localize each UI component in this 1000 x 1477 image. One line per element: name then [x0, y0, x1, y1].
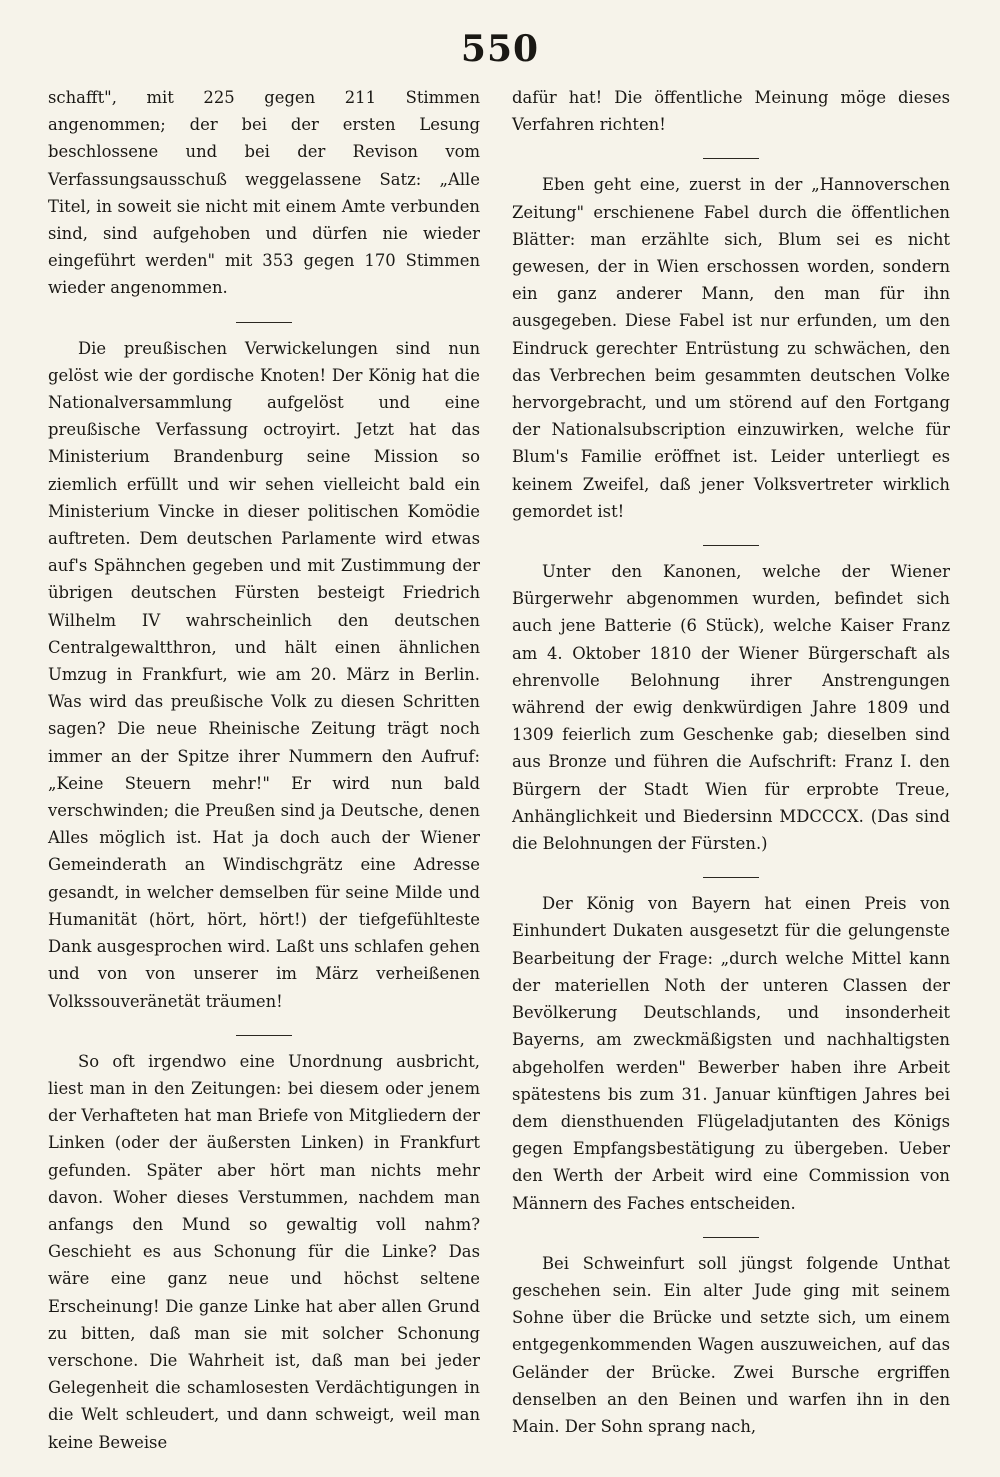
- section-separator: [703, 1237, 759, 1238]
- section-separator: [703, 877, 759, 878]
- section-separator: [703, 158, 759, 159]
- section-separator: [236, 1035, 292, 1036]
- section-separator: [703, 545, 759, 546]
- left-column: [48, 84, 480, 1456]
- article-paragraph: Unter den Kanonen, welche der Wiener Bürgerwehr abgenommen wurden, befindet sich auch jene Batterie (6 Stück), welche Kaiser Franz am 4. Oktober 1810 der Wiener Bürgerschaft als ehrenvolle Belohnung ihrer Anstrengungen während der ewig denkwürdigen Jahre 1809 und 1309 feierlich zum Geschenke gab; dieselben sind aus Bronze und führen die Aufschrift: Franz I. den Bürgern der Stadt Wien für erprobte Treue, Anhänglichkeit und Biedersinn MDCCCX. (Das sind die Belohnungen der Fürsten.): [512, 562, 950, 854]
- article-paragraph: Der König von Bayern hat einen Preis von Einhundert Dukaten ausgesetzt für die gelungenste Bearbeitung der Frage: „durch welche Mittel kann der materiellen Noth der unteren Classen der Bevölkerung Deutschlands, und insonderheit Bayerns, am zweckmäßigsten und nachhaltigsten abgeholfen werden" Bewerber haben ihre Arbeit spätestens bis zum 31. Januar künftigen Jahres bei dem diensthuenden Flügeladjutanten des Königs gegen Empfangsbestätigung zu übergeben. Ueber den Werth der Arbeit wird eine Commission von Männern des Faches entscheiden.: [512, 894, 950, 1213]
- section-separator: [236, 322, 292, 323]
- article-paragraph: Die preußischen Verwickelungen sind nun gelöst wie der gordische Knoten! Der König hat die Nationalversammlung aufgelöst und eine preußische Verfassung octroyirt. Jetzt hat das Ministerium Brandenburg seine Mission so ziemlich erfüllt und wir sehen vielleicht bald ein Ministerium Vincke in dieser politischen Komödie auftreten. Dem deutschen Parlamente wird etwas auf's Spähnchen gegeben und mit Zustimmung der übrigen deutschen Fürsten besteigt Friedrich Wilhelm IV wahrscheinlich den deutschen Centralgewaltthron, und hält einen ähnlichen Umzug in Frankfurt, wie am 20. März in Berlin. Was wird das preußische Volk zu diesen Schritten sagen? Die neue Rheinische Zeitung trägt noch immer an der Spitze ihrer Nummern den Aufruf: „Keine Steuern mehr!" Er wird nun bald verschwinden; die Preußen sind ja Deutsche, denen Alles möglich ist. Hat ja doch auch der Wiener Gemeinderath an Windischgrätz eine Adresse gesandt, in welcher demselben für seine Milde und Humanität (hört, hört, hört!) der tiefgefühlteste Dank ausgesprochen wird. Laßt uns schlafen gehen und von von unserer im März verheißenen Volkssouveränetät träumen!: [48, 338, 480, 1011]
- article-paragraph: Eben geht eine, zuerst in der „Hannoverschen Zeitung" erschienene Fabel durch die öffentlichen Blätter: man erzählte sich, Blum sei es nicht gewesen, der in Wien erschossen worden, sondern ein ganz anderer Mann, den man für ihn ausgegeben. Diese Fabel ist nur erfunden, um den Eindruck gerechter Entrüstung zu schwächen, den das Verbrechen beim gesammten deutschen Volke hervorgebracht, und um störend auf den Fortgang der Nationalsubscription einzuwirken, welche für Blum's Familie eröffnet ist. Leider unterliegt es keinem Zweifel, daß jener Volksvertreter wirklich gemordet ist!: [512, 175, 950, 521]
- article-paragraph: So oft irgendwo eine Unordnung ausbricht, liest man in den Zeitungen: bei diesem oder jenem der Verhafteten hat man Briefe von Mitgliedern der Linken (oder der äußersten Linken) in Frankfurt gefunden. Später aber hört man nichts mehr davon. Woher dieses Verstummen, nachdem man anfangs den Mund so gewaltig voll nahm? Geschieht es aus Schonung für die Linke? Das wäre eine ganz neue und höchst seltene Erscheinung! Die ganze Linke hat aber allen Grund zu bitten, daß man sie mit solcher Schonung verschone. Die Wahrheit ist, daß man bei jeder Gelegenheit die schamlosesten Verdächtigungen in die Welt schleudert, und dann schweigt, weil man keine Beweise: [48, 1051, 480, 1452]
- right-column: [512, 84, 950, 1440]
- article-paragraph: schafft", mit 225 gegen 211 Stimmen angenommen; der bei der ersten Lesung beschlossene und bei der Revison vom Verfassungsausschuß weggelassene Satz: „Alle Titel, in soweit sie nicht mit einem Amte verbunden sind, sind aufgehoben und dürfen nie wieder eingeführt werden" mit 353 gegen 170 Stimmen wieder angenommen.: [48, 88, 480, 298]
- article-paragraph: Bei Schweinfurt soll jüngst folgende Unthat geschehen sein. Ein alter Jude ging mit seinem Sohne über die Brücke und setzte sich, um einem entgegenkommenden Wagen auszuweichen, auf das Geländer der Brücke. Zwei Bursche ergriffen denselben an den Beinen und warfen ihn in den Main. Der Sohn sprang nach,: [512, 1253, 950, 1436]
- page-number: 550: [460, 28, 540, 70]
- article-paragraph: dafür hat! Die öffentliche Meinung möge dieses Verfahren richten!: [512, 88, 950, 135]
